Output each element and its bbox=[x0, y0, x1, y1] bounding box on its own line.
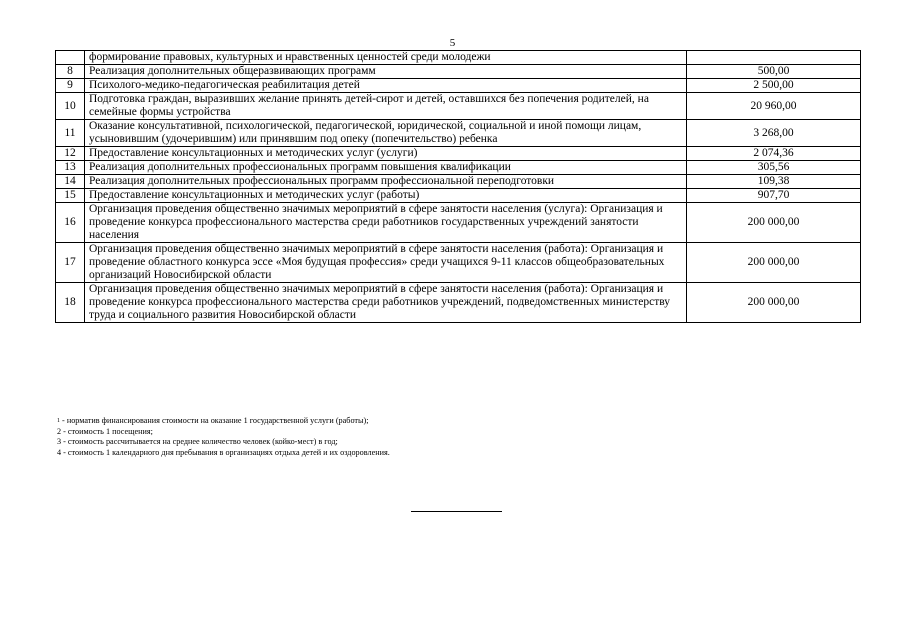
row-number bbox=[56, 51, 85, 65]
table-row bbox=[56, 161, 861, 175]
cost-table bbox=[55, 50, 861, 323]
table-row bbox=[56, 175, 861, 189]
row-name: Предоставление консультационных и методических услуг (услуги) bbox=[85, 147, 687, 161]
row-value: 907,70 bbox=[687, 189, 861, 203]
footnote-3: 3 - стоимость рассчитывается на среднее количество человек (койко-мест) в год; bbox=[57, 437, 338, 446]
table-row bbox=[56, 79, 861, 93]
row-value: 2 074,36 bbox=[687, 147, 861, 161]
row-name: Реализация дополнительных профессиональных программ повышения квалификации bbox=[85, 161, 687, 175]
table-row bbox=[56, 93, 861, 120]
row-value bbox=[687, 51, 861, 65]
row-number: 14 bbox=[56, 175, 85, 189]
footnote-2: 2 - стоимость 1 посещения; bbox=[57, 426, 153, 436]
row-number: 18 bbox=[56, 283, 85, 323]
row-name: Организация проведения общественно значимых мероприятий в сфере занятости населения (работа): Организация и проведение конкурса профессионального мастерства среди работников учреждений, подведомственных министерству труда и социального развития Новосибирской области bbox=[85, 283, 687, 323]
footnote-1 bbox=[57, 416, 857, 427]
footnote-mark: 1 bbox=[57, 418, 60, 424]
row-name: Оказание консультативной, психологической, педагогической, юридической, социальной и иной помощи лицам, усыновившим (удочерившим) или принявшим под опеку (попечительство) ребенка bbox=[85, 120, 687, 147]
footnote-4: 4 - стоимость 1 календарного дня пребывания в организациях отдыха детей и их оздоровления. bbox=[57, 447, 390, 457]
row-number: 12 bbox=[56, 147, 85, 161]
table-row bbox=[56, 189, 861, 203]
row-value: 305,56 bbox=[687, 161, 861, 175]
row-name: Организация проведения общественно значимых мероприятий в сфере занятости населения (работа): Организация и проведение областного конкурса эссе «Моя будущая профессия» среди учащихся 9-11 классов общеобразовательных организаций Новосибирской области bbox=[85, 243, 687, 283]
row-value: 200 000,00 bbox=[687, 243, 861, 283]
table-row bbox=[56, 243, 861, 283]
row-number: 9 bbox=[56, 79, 85, 93]
footnotes bbox=[57, 416, 857, 458]
row-name: Реализация дополнительных общеразвивающих программ bbox=[85, 65, 687, 79]
footnote-1-text: - норматив финансирования стоимости на оказание 1 государственной услуги (работы); bbox=[60, 416, 369, 425]
row-name: Подготовка граждан, выразивших желание принять детей-сирот и детей, оставшихся без попечения родителей, на семейные формы устройства bbox=[85, 93, 687, 120]
row-name: Организация проведения общественно значимых мероприятий в сфере занятости населения (услуга): Организация и проведение конкурса профессионального мастерства среди работников государственных учреждений занятости населения bbox=[85, 203, 687, 243]
page-number: 5 bbox=[449, 37, 456, 49]
row-value: 109,38 bbox=[687, 175, 861, 189]
row-name: Психолого-медико-педагогическая реабилитация детей bbox=[85, 79, 687, 93]
row-name: Предоставление консультационных и методических услуг (работы) bbox=[85, 189, 687, 203]
row-number: 16 bbox=[56, 203, 85, 243]
table-row bbox=[56, 120, 861, 147]
table-row bbox=[56, 65, 861, 79]
table-row bbox=[56, 147, 861, 161]
row-value: 3 268,00 bbox=[687, 120, 861, 147]
row-value: 200 000,00 bbox=[687, 283, 861, 323]
row-value: 500,00 bbox=[687, 65, 861, 79]
row-value: 200 000,00 bbox=[687, 203, 861, 243]
row-number: 8 bbox=[56, 65, 85, 79]
table-row bbox=[56, 283, 861, 323]
end-divider-line bbox=[411, 511, 502, 512]
row-name: формирование правовых, культурных и нравственных ценностей среди молодежи bbox=[85, 51, 687, 65]
row-name: Реализация дополнительных профессиональных программ профессиональной переподготовки bbox=[85, 175, 687, 189]
row-number: 17 bbox=[56, 243, 85, 283]
row-value: 2 500,00 bbox=[687, 79, 861, 93]
row-number: 10 bbox=[56, 93, 85, 120]
row-value: 20 960,00 bbox=[687, 93, 861, 120]
row-number: 13 bbox=[56, 161, 85, 175]
table-row bbox=[56, 203, 861, 243]
row-number: 15 bbox=[56, 189, 85, 203]
row-number: 11 bbox=[56, 120, 85, 147]
table-row bbox=[56, 51, 861, 65]
